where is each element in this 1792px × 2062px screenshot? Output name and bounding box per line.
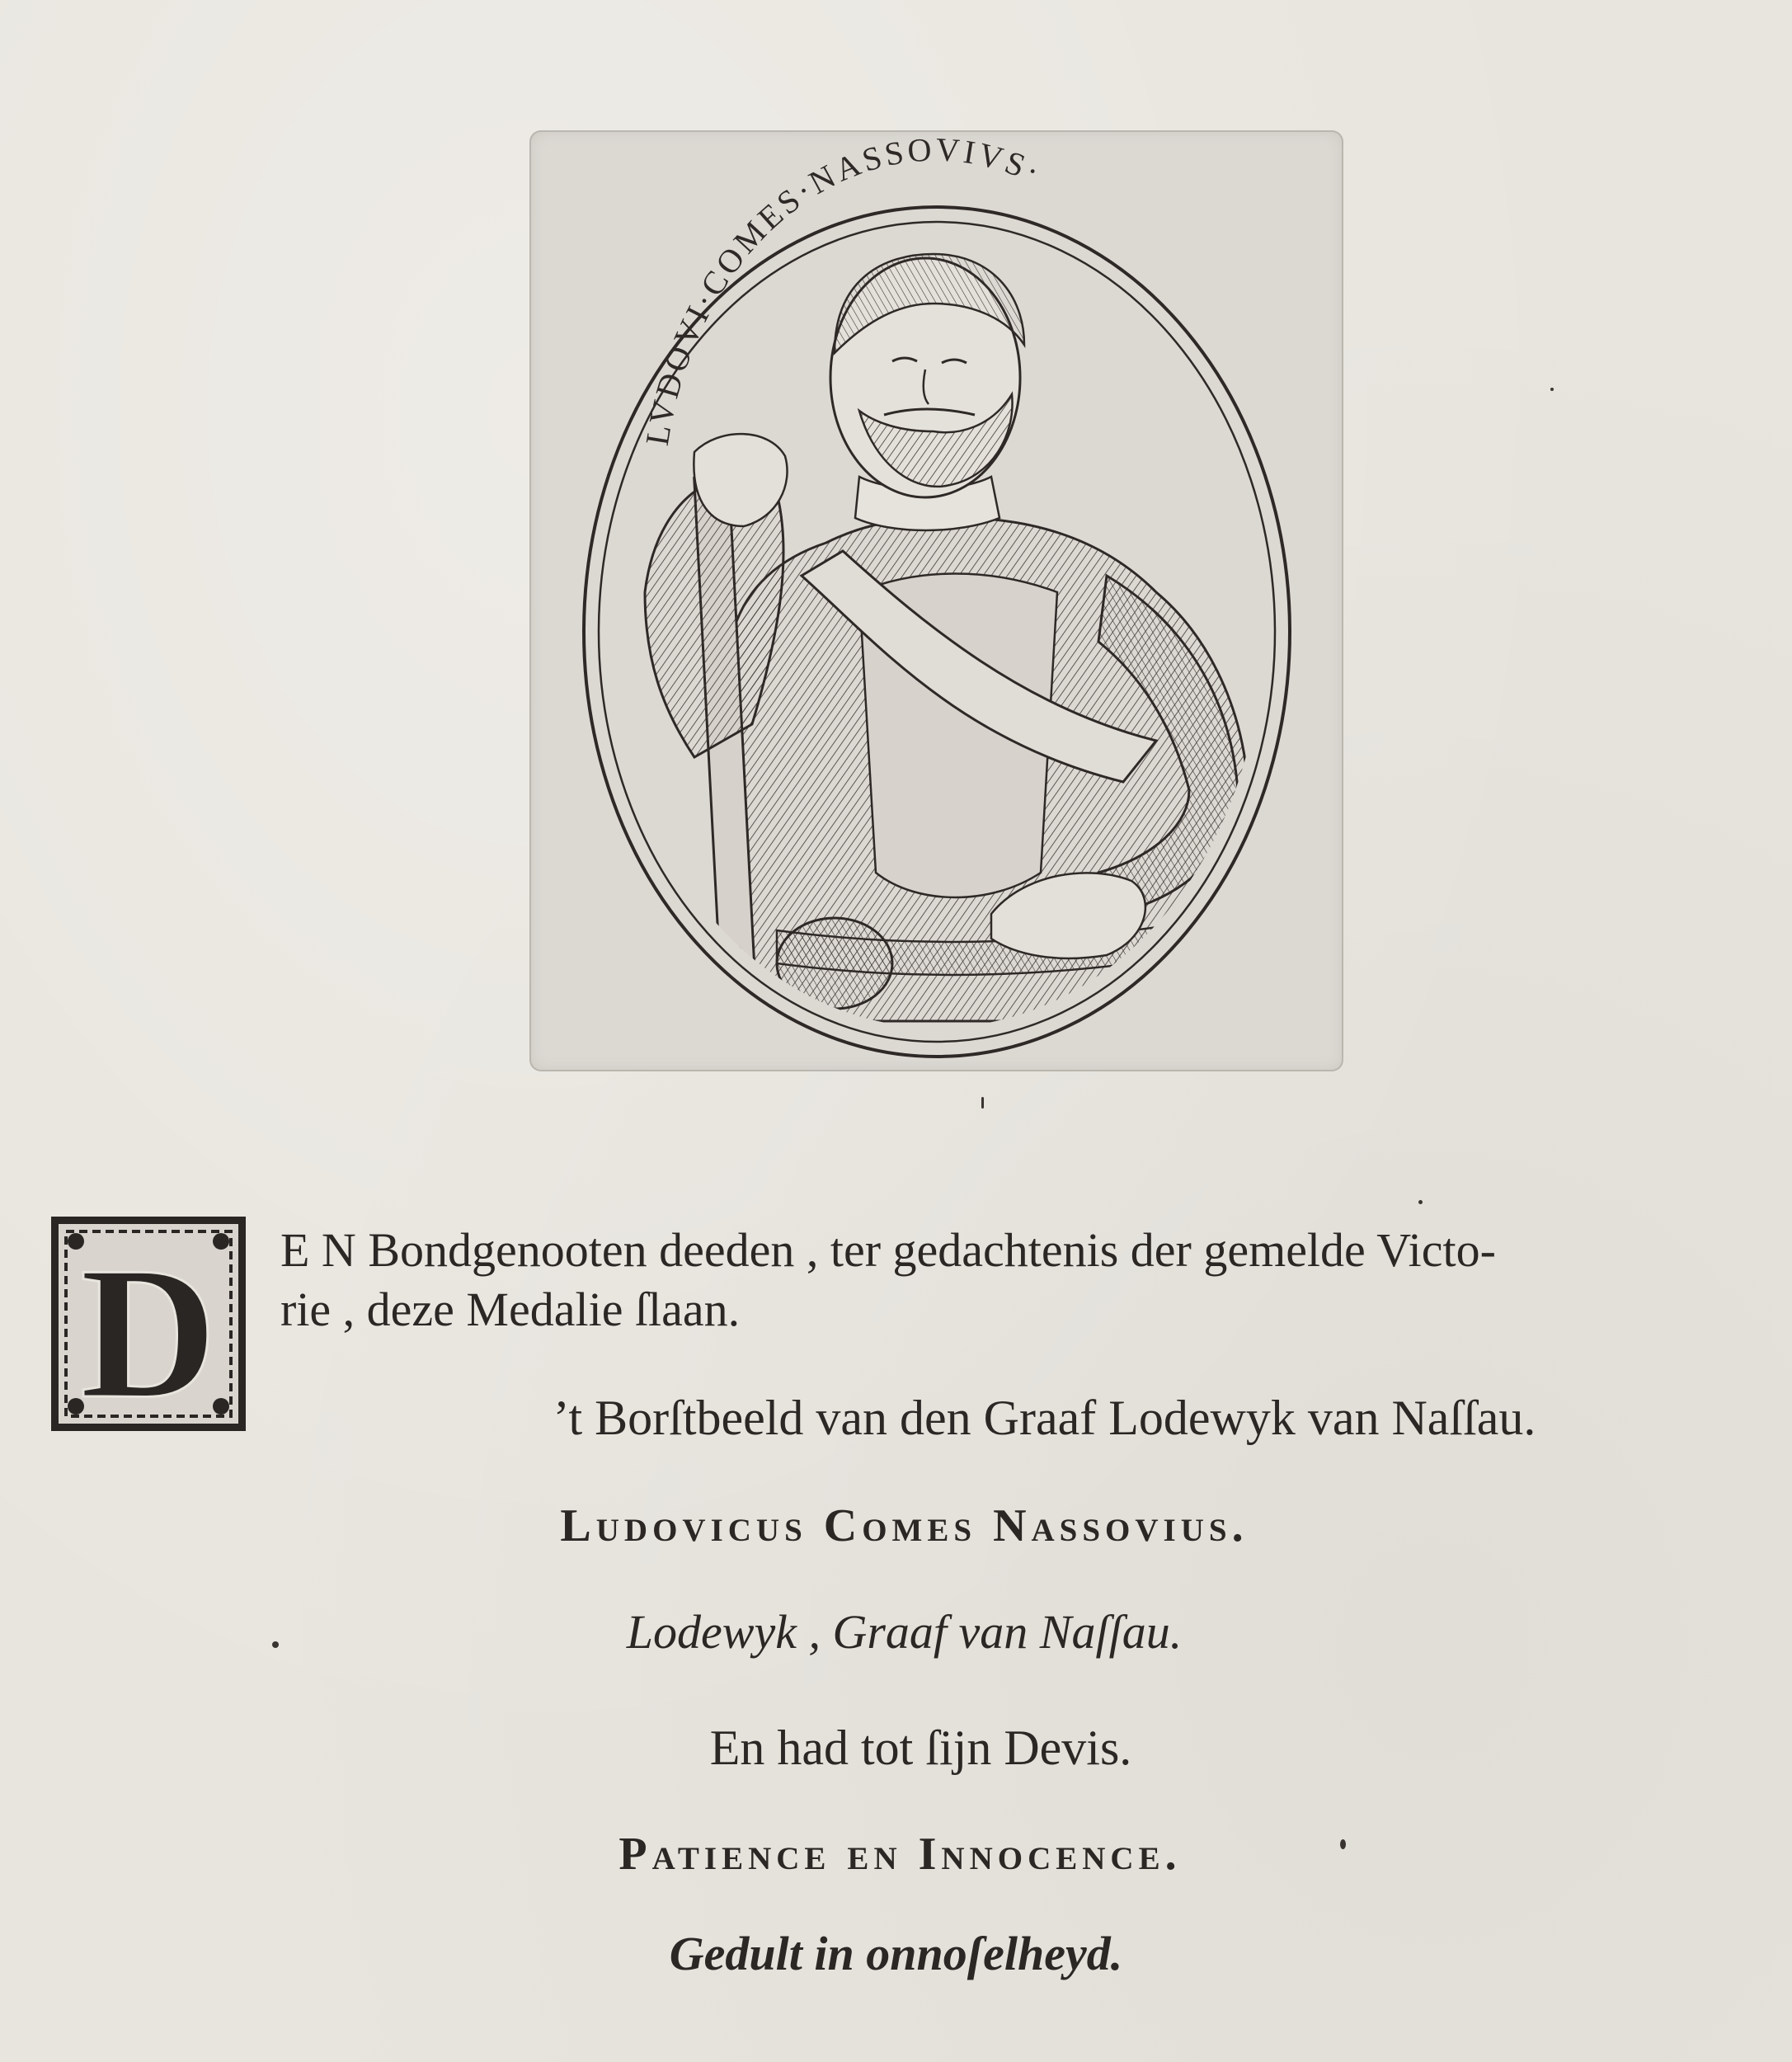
- medallion-portrait: [529, 130, 1343, 1071]
- medallion-inscription: LVDOVI·COMES·NASSOVIVS·: [637, 130, 1049, 449]
- paper-speck: [1550, 388, 1554, 391]
- motto: Patience en Innocence.: [618, 1829, 1182, 1880]
- motto-intro: En had tot ſijn Devis.: [709, 1721, 1132, 1775]
- paper-speck: [1418, 1200, 1423, 1204]
- paper-speck: [981, 1097, 984, 1109]
- svg-text:D: D: [79, 1227, 218, 1431]
- helmet: [777, 918, 892, 1009]
- engraved-plate: [529, 130, 1343, 1071]
- motto-translation: Gedult in onnoſelheyd.: [669, 1927, 1123, 1980]
- portrait-description: ’t Borſtbeeld van den Graaf Lodewyk van Naſſau.: [553, 1391, 1536, 1445]
- latin-title: Ludovicus Comes Nassovius.: [560, 1500, 1249, 1551]
- dutch-title: Lodewyk , Graaf van Naſſau.: [626, 1605, 1183, 1659]
- intro-paragraph: E N Bondgenooten deeden , ter gedachtenis der gemelde Victo- rie , deze Medalie ſlaan.: [280, 1223, 1496, 1336]
